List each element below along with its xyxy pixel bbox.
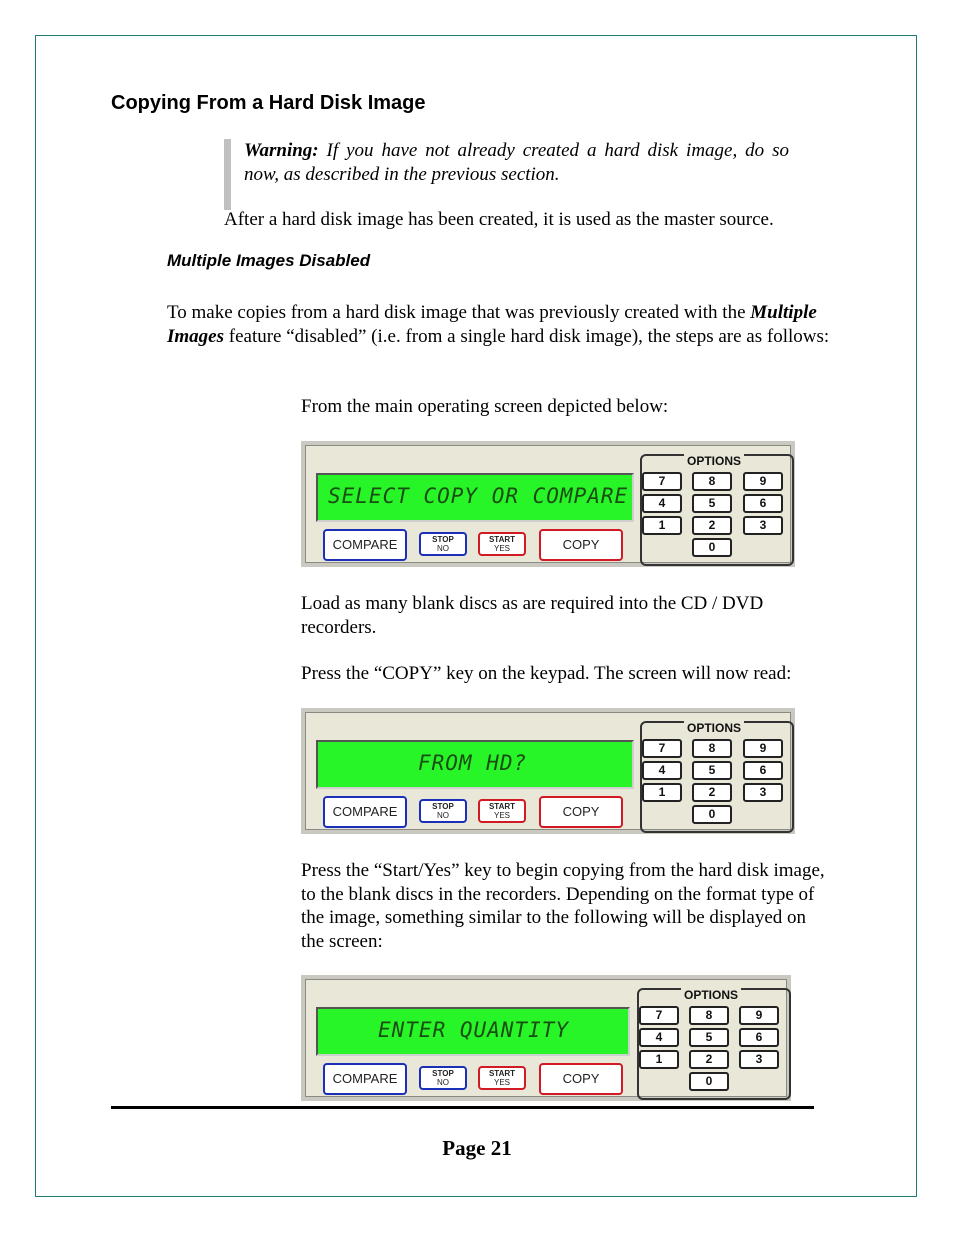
- control-panel-3: [301, 975, 791, 1101]
- yes-label: YES: [493, 544, 510, 553]
- start-yes-button[interactable]: [478, 799, 526, 823]
- start-yes-button[interactable]: [478, 532, 526, 556]
- start-label: START: [488, 535, 516, 544]
- key-2[interactable]: 2: [692, 516, 732, 535]
- key-2[interactable]: 2: [692, 783, 732, 802]
- subheading: Multiple Images Disabled: [167, 251, 371, 270]
- key-5[interactable]: 5: [692, 494, 732, 513]
- section-heading: Copying From a Hard Disk Image: [111, 92, 426, 114]
- copy-button[interactable]: COPY: [539, 529, 623, 561]
- footer-rule: [111, 1106, 814, 1109]
- lcd-display: SELECT COPY OR COMPARE: [316, 473, 634, 522]
- compare-button[interactable]: COMPARE: [323, 529, 407, 561]
- page-number: Page 21: [442, 1136, 512, 1160]
- intro-text-2: feature “disabled” (i.e. from a single hard disk image), the steps are as follows:: [224, 325, 830, 347]
- lcd-display: FROM HD?: [316, 740, 634, 789]
- panel-body: [305, 712, 791, 830]
- key-7[interactable]: 7: [642, 739, 682, 758]
- key-9[interactable]: 9: [743, 739, 783, 758]
- options-label: OPTIONS: [681, 988, 741, 1002]
- no-label: NO: [437, 544, 449, 553]
- control-panel-1: [301, 441, 795, 567]
- start-yes-button[interactable]: [478, 1066, 526, 1090]
- warning-bar: [224, 139, 231, 210]
- key-3[interactable]: 3: [743, 516, 783, 535]
- key-2[interactable]: 2: [689, 1050, 729, 1069]
- no-label: NO: [437, 811, 449, 820]
- key-6[interactable]: 6: [743, 494, 783, 513]
- stop-label: STOP: [432, 1069, 454, 1078]
- master-source-text: After a hard disk image has been created, it is used as the master source.: [224, 209, 774, 230]
- step-main-screen: From the main operating screen depicted below:: [301, 396, 669, 417]
- key-1[interactable]: 1: [639, 1050, 679, 1069]
- key-8[interactable]: 8: [692, 739, 732, 758]
- copy-button[interactable]: COPY: [539, 796, 623, 828]
- key-8[interactable]: 8: [692, 472, 732, 491]
- copy-button[interactable]: COPY: [539, 1063, 623, 1095]
- warning-note: [244, 139, 789, 187]
- key-9[interactable]: 9: [743, 472, 783, 491]
- key-0[interactable]: 0: [689, 1072, 729, 1091]
- stop-no-button[interactable]: [419, 1066, 467, 1090]
- stop-label: STOP: [432, 802, 454, 811]
- step-press-start: Press the “Start/Yes” key to begin copying from the hard disk image, to the blank discs in the recorders. Depending on the format type of the image, something similar to the following will be displayed on the screen:: [301, 860, 825, 952]
- step-press-copy: Press the “COPY” key on the keypad. The screen will now read:: [301, 663, 792, 684]
- lcd-display: ENTER QUANTITY: [316, 1007, 630, 1056]
- panel-body: [305, 979, 787, 1097]
- intro-text-1: To make copies from a hard disk image that was previously created with the: [167, 302, 751, 323]
- key-5[interactable]: 5: [692, 761, 732, 780]
- compare-button[interactable]: COMPARE: [323, 1063, 407, 1095]
- key-7[interactable]: 7: [642, 472, 682, 491]
- warning-text: If you have not already created a hard disk image, do so now, as described in the previous section.: [244, 140, 789, 185]
- key-4[interactable]: 4: [642, 494, 682, 513]
- key-3[interactable]: 3: [739, 1050, 779, 1069]
- warning-label: Warning:: [244, 140, 319, 161]
- key-8[interactable]: 8: [689, 1006, 729, 1025]
- key-6[interactable]: 6: [743, 761, 783, 780]
- intro-bold: Multiple Images: [167, 302, 817, 347]
- intro-paragraph: [167, 301, 832, 348]
- key-5[interactable]: 5: [689, 1028, 729, 1047]
- options-label: OPTIONS: [684, 454, 744, 468]
- key-1[interactable]: 1: [642, 783, 682, 802]
- key-9[interactable]: 9: [739, 1006, 779, 1025]
- no-label: NO: [437, 1078, 449, 1087]
- key-3[interactable]: 3: [743, 783, 783, 802]
- key-6[interactable]: 6: [739, 1028, 779, 1047]
- panel-body: [305, 445, 791, 563]
- stop-label: STOP: [432, 535, 454, 544]
- step-load: Load as many blank discs as are required into the CD / DVD recorders.: [301, 593, 764, 638]
- options-label: OPTIONS: [684, 721, 744, 735]
- yes-label: YES: [493, 811, 510, 820]
- control-panel-2: [301, 708, 795, 834]
- key-4[interactable]: 4: [642, 761, 682, 780]
- key-7[interactable]: 7: [639, 1006, 679, 1025]
- compare-button[interactable]: COMPARE: [323, 796, 407, 828]
- start-label: START: [488, 1069, 516, 1078]
- key-0[interactable]: 0: [692, 805, 732, 824]
- key-0[interactable]: 0: [692, 538, 732, 557]
- key-4[interactable]: 4: [639, 1028, 679, 1047]
- key-1[interactable]: 1: [642, 516, 682, 535]
- stop-no-button[interactable]: [419, 799, 467, 823]
- yes-label: YES: [493, 1078, 510, 1087]
- start-label: START: [488, 802, 516, 811]
- stop-no-button[interactable]: [419, 532, 467, 556]
